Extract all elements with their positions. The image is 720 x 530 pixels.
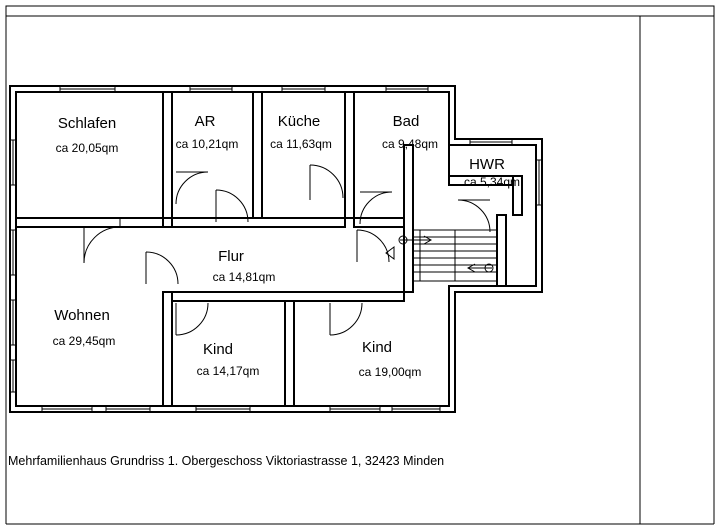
room-name-hwr: HWR	[469, 156, 505, 173]
room-name-kind-left: Kind	[202, 341, 234, 358]
door-swings	[84, 165, 490, 335]
sheet-border	[6, 6, 714, 524]
room-area-hwr: ca 5,34qm	[463, 175, 521, 189]
room-area-kind-right: ca 19,00qm	[358, 365, 422, 379]
room-area-schlafen: ca 20,05qm	[55, 141, 119, 155]
room-name-flur: Flur	[218, 248, 244, 265]
room-name-kind-right: Kind	[361, 339, 393, 356]
room-area-kueche: ca 11,63qm	[270, 137, 332, 151]
room-area-ar: ca 10,21qm	[175, 137, 239, 151]
room-name-wohnen: Wohnen	[54, 307, 110, 324]
room-area-wohnen: ca 29,45qm	[52, 334, 116, 348]
plan-caption: Mehrfamilienhaus Grundriss 1. Obergeschoss Viktoriastrasse 1, 32423 Minden	[8, 454, 445, 468]
room-name-ar: AR	[194, 113, 216, 130]
room-area-bad: ca 9,48qm	[381, 137, 439, 151]
room-area-flur: ca 14,81qm	[212, 270, 276, 284]
room-name-schlafen: Schlafen	[57, 115, 117, 132]
room-name-kueche: Küche	[277, 113, 321, 130]
interior-walls	[16, 92, 522, 406]
staircase	[386, 230, 497, 281]
room-name-bad: Bad	[392, 113, 420, 130]
building-outline	[10, 86, 542, 412]
room-area-kind-left: ca 14,17qm	[196, 364, 260, 378]
